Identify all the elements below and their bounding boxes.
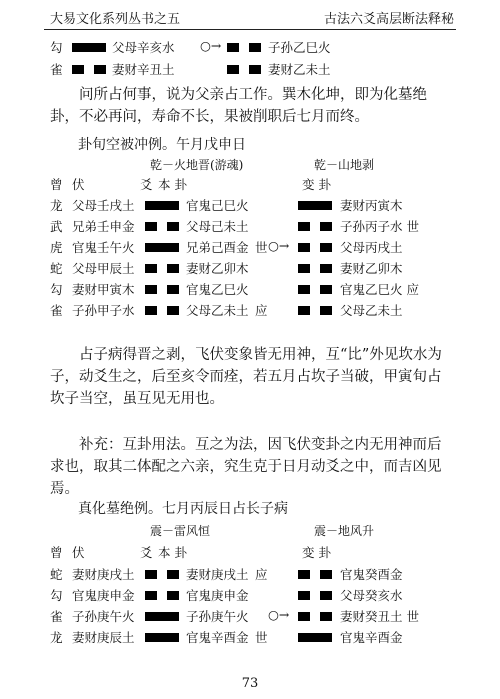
changed-yao-text: 子孙丙子水 世 (340, 219, 419, 234)
changed-yao-text: 父母丙戌土 (340, 240, 403, 255)
main-hexagram-name: 乾－火地晋(游魂) (150, 158, 244, 172)
god-label: 龙 (50, 630, 63, 645)
moving-marker: ○→ (268, 238, 290, 253)
yao-row (50, 280, 450, 300)
changed-yao-text: 妻财乙未土 (268, 62, 331, 77)
changed-yao-text: 父母乙未土 (340, 303, 403, 318)
header-rule (44, 29, 456, 30)
changed-yao-text: 妻财乙卯木 (340, 261, 403, 276)
yao-row (50, 259, 450, 279)
hidden-yao-text: 兄弟壬申金 (72, 219, 135, 234)
moving-marker: ○→ (200, 38, 222, 53)
changed-yao-text: 官鬼辛酉金 (340, 630, 403, 645)
yao-row (50, 196, 450, 216)
col-yao: 爻 (140, 177, 153, 192)
yao-row (50, 38, 450, 58)
god-label: 勾 (50, 588, 63, 603)
col-changed: 变 卦 (302, 545, 331, 560)
example-title: 卦旬空被冲例。午月戊申日 (78, 137, 246, 153)
col-god: 曾 (50, 177, 63, 192)
hidden-yao-text: 子孙庚午火 (72, 609, 135, 624)
hidden-yao-text: 子孙甲子水 (72, 303, 135, 318)
hidden-yao-text: 妻财庚戌土 (72, 567, 135, 582)
yao-row (50, 301, 450, 321)
running-header-right: 古法六爻高层断法释秘 (323, 12, 454, 27)
yao-row (50, 607, 450, 627)
shi-ying-marker: 应 (255, 567, 268, 582)
god-label: 雀 (50, 609, 63, 624)
yao-text: 父母乙未土 (186, 303, 249, 318)
col-main: 本 卦 (158, 177, 187, 192)
yao-row (50, 60, 450, 80)
god-label: 虎 (50, 240, 63, 255)
yao-row (50, 217, 450, 237)
table-header (50, 543, 450, 563)
yao-row (50, 586, 450, 606)
example-title: 真化墓绝例。七月丙辰日占长子病 (78, 501, 288, 517)
yao-text: 父母辛亥水 (112, 40, 175, 55)
yao-row (50, 565, 450, 585)
main-hexagram-name: 震－雷风恒 (150, 524, 211, 538)
yao-row (50, 238, 450, 258)
changed-yao-text: 官鬼癸酉金 (340, 567, 403, 582)
god-label: 雀 (50, 62, 63, 77)
yao-text: 官鬼庚申金 (186, 588, 249, 603)
changed-hexagram-name: 乾－山地剥 (314, 158, 375, 172)
moving-marker: ○→ (268, 607, 290, 622)
god-label: 龙 (50, 198, 63, 213)
yao-text: 妻财乙卯木 (186, 261, 249, 276)
god-label: 勾 (50, 40, 63, 55)
hidden-yao-text: 妻财庚辰土 (72, 630, 135, 645)
yao-text: 兄弟己酉金 (186, 240, 249, 255)
god-label: 蛇 (50, 261, 63, 276)
col-main: 本 卦 (158, 545, 187, 560)
col-hidden: 伏 (72, 545, 85, 560)
paragraph: 占子病得晋之剥，飞伏变象皆无用神，互“比”外见坎水为子，动爻生之，后至亥令而痊，若五月占坎子当破，甲寅旬占坎子当空，虽互见无用也。 (50, 347, 442, 407)
yao-text: 官鬼己巳火 (186, 198, 249, 213)
hidden-yao-text: 父母甲辰土 (72, 261, 135, 276)
shi-ying-marker: 世 (255, 630, 268, 645)
paragraph: 问所占何事，说为父亲占工作。巽木化坤，即为化墓绝卦，不必再问，寿命不长，果被削职后七月而终。 (50, 87, 427, 125)
god-label: 雀 (50, 303, 63, 318)
changed-yao-text: 子孙乙巳火 (268, 40, 331, 55)
changed-yao-text: 妻财丙寅木 (340, 198, 403, 213)
paragraph: 补充：互卦用法。互之为法，因飞伏变卦之内无用神而后求也，取其二体配之六亲，究生克于日月动爻之中，而吉凶见焉。 (50, 437, 442, 497)
yao-text: 官鬼辛酉金 (186, 630, 249, 645)
yao-text: 妻财辛丑土 (112, 62, 175, 77)
yao-text: 子孙庚午火 (186, 609, 249, 624)
yao-text: 妻财庚戌土 (186, 567, 249, 582)
yao-text: 父母己未土 (186, 219, 249, 234)
changed-yao-text: 官鬼乙巳火 应 (340, 282, 419, 297)
page-number: 73 (241, 676, 259, 691)
hidden-yao-text: 妻财甲寅木 (72, 282, 135, 297)
col-changed: 变 卦 (302, 177, 331, 192)
changed-yao-text: 妻财癸丑土 世 (340, 609, 419, 624)
col-yao: 爻 (140, 545, 153, 560)
changed-hexagram-name: 震－地风升 (314, 524, 375, 538)
table-header (50, 175, 450, 195)
god-label: 武 (50, 219, 63, 234)
shi-ying-marker: 应 (255, 303, 268, 318)
hidden-yao-text: 父母壬戌土 (72, 198, 135, 213)
hidden-yao-text: 官鬼庚申金 (72, 588, 135, 603)
changed-yao-text: 父母癸亥水 (340, 588, 403, 603)
hidden-yao-text: 官鬼壬午火 (72, 240, 135, 255)
god-label: 蛇 (50, 567, 63, 582)
col-god: 曾 (50, 545, 63, 560)
shi-ying-marker: 世 (255, 240, 268, 255)
running-header-left: 大易文化系列丛书之五 (50, 12, 181, 27)
col-hidden: 伏 (72, 177, 85, 192)
god-label: 勾 (50, 282, 63, 297)
yao-text: 官鬼乙巳火 (186, 282, 249, 297)
yao-row (50, 628, 450, 648)
